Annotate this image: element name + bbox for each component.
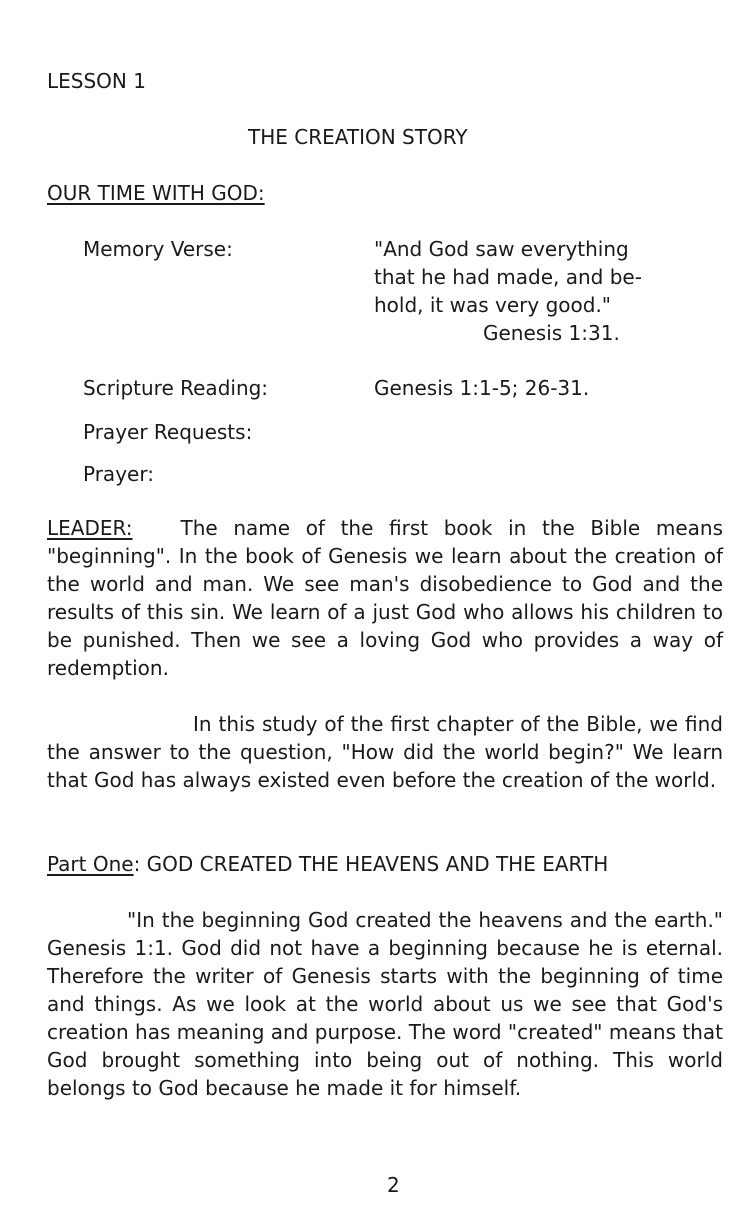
leader-paragraph-1 [47,514,723,682]
lesson-label: LESSON 1 [47,69,146,93]
memory-verse-line-2: that he had made, and be- [374,265,642,289]
memory-verse-reference: Genesis 1:31. [483,321,620,345]
page-title: THE CREATION STORY [248,125,468,149]
leader-label: LEADER: [47,516,133,540]
prayer-requests-label: Prayer Requests: [83,420,253,444]
part-one-heading: Part One: GOD CREATED THE HEAVENS AND THE EARTH [47,852,609,876]
part-one-paragraph: "In the beginning God created the heavens and the earth." Genesis 1:1. God did not have a beginning because he is eternal. Therefore the writer of Genesis starts with the beginning of time and things. As we look at the world about us we see that God's creation has meaning and purpose. The word "created" means that God brought something into being out of nothing. This world belongs to God because he made it for himself. [47,908,723,1100]
section-heading: OUR TIME WITH GOD: [47,181,265,205]
page-number: 2 [387,1173,400,1197]
part-one-title: GOD CREATED THE HEAVENS AND THE EARTH [146,852,609,876]
prayer-label: Prayer: [83,462,154,486]
part-one-label: Part One [47,852,134,876]
memory-verse-line-1: "And God saw everything [374,237,629,261]
leader-paragraph-2: In this study of the first chapter of the Bible, we find the answer to the question, "How did the world begin?" We learn that God has always existed even before the creation of the world. [47,712,723,792]
memory-verse-label: Memory Verse: [83,237,233,261]
scripture-reading-label: Scripture Reading: [83,376,269,400]
memory-verse-line-3: hold, it was very good." [374,293,612,317]
leader-paragraph-1-text: The name of the first book in the Bible means "beginning". In the book of Genesis we learn about the creation of the world and man. We see man's disobedience to God and the results of this sin. We learn of a just God who allows his children to be punished. Then we see a loving God who provides a way of redemption. [47,516,723,680]
scripture-reading-value: Genesis 1:1-5; 26-31. [374,376,590,400]
